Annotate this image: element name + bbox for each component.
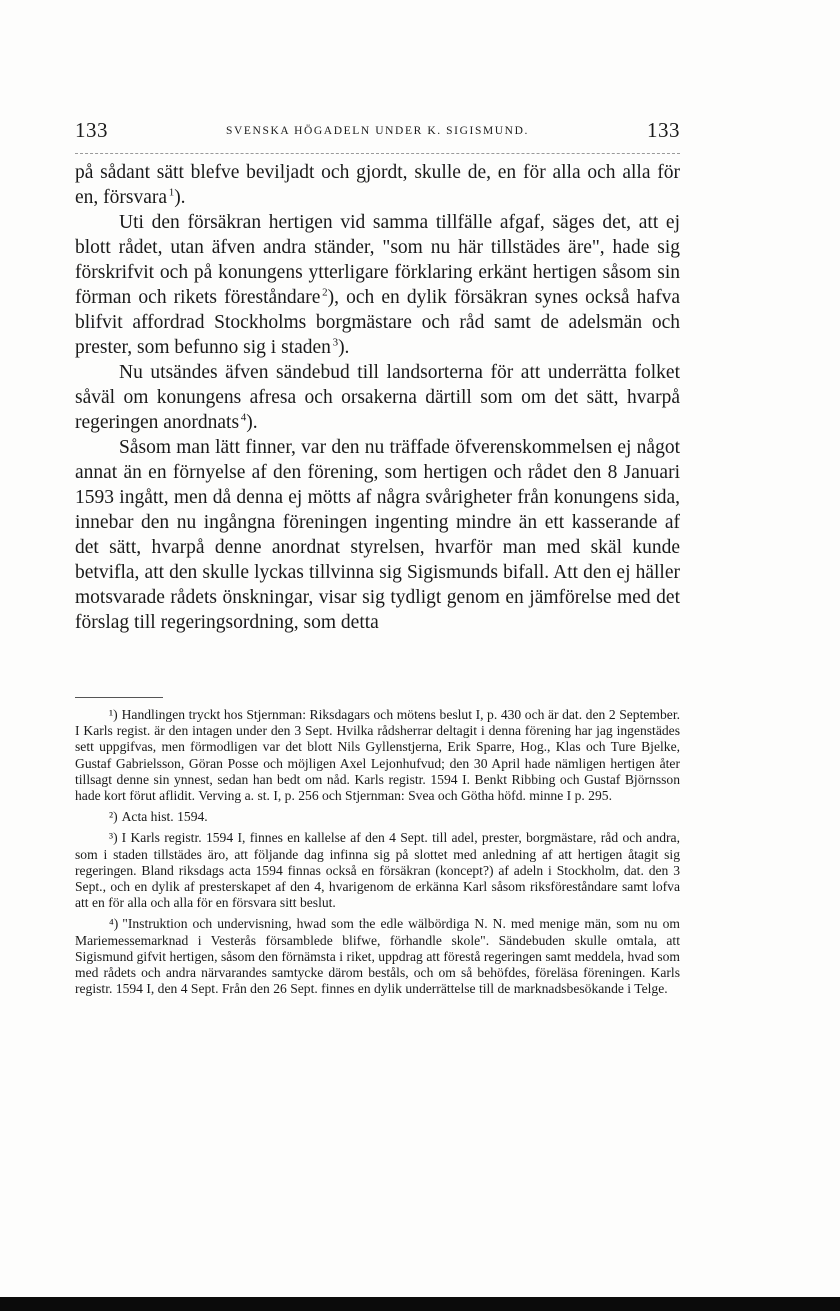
page-number-right: 133 (647, 118, 680, 142)
paragraph-2: Uti den försäkran hertigen vid samma tillfälle afgaf, säges det, att ej blott rådet, utan äfven andra ständer, "som nu här tillstädes äre", hade sig förskrifvit och på konungens ytterligare förklaring erkänt hertigen såsom sin förman och rikets föreståndare $^2$), och en dylik försäkran synes också hafva blifvit affordrad Stockholms borgmästare och råd samt de adelsmän och prester, som befunno sig i staden $^3$). (75, 212, 680, 358)
footnote-number: ⁴) (109, 916, 119, 932)
main-text (75, 160, 680, 635)
paragraph-1: på sådant sätt blefve beviljadt och gjordt, skulle de, en för alla och alla för en, försvara $^1$). (75, 162, 680, 208)
paragraph-3: Nu utsändes äfven sändebud till landsorterna för att underrätta folket såväl om konungens afresa och orsakerna därtill som om det sätt, hvarpå regeringen anordnats $^4$). (75, 362, 680, 433)
footnote-number: ³) (109, 830, 118, 846)
footnote-2 (75, 809, 680, 825)
header-rule (75, 153, 680, 154)
footnote-3 (75, 830, 680, 911)
footnote-1 (75, 707, 680, 804)
paragraph-4: Såsom man lätt finner, var den nu träffade öfverenskommelsen ej något annat än en förnyelse af den förening, som hertigen och rådet den 8 Januari 1593 ingått, men då denna ej mötts af några svårigheter från konungens sida, innebar den nu ingångna föreningen ingenting mindre än ett kasserande af det sätt, hvarpå denne anordnat styrelsen, hvarför man med skäl kunde betvifla, att den skulle lyckas tillvinna sig Sigismunds bifall. Att den ej häller motsvarade rådets önskningar, visar sig tydligt genom en jämförelse med det förslag till regeringsordning, som detta (75, 437, 680, 633)
running-title: SVENSKA HÖGADELN UNDER K. SIGISMUND. (226, 125, 529, 137)
page-number-left: 133 (75, 118, 108, 142)
footnote-text: Acta hist. 1594. (121, 809, 208, 825)
footnote-number: ²) (109, 809, 118, 825)
footnote-ref-3: 3 (332, 336, 339, 349)
footnote-text: Handlingen tryckt hos Stjernman: Riksdagars och mötens beslut I, p. 430 och är dat. den 2 September. I Karls regist. är den intagen under den 3 Sept. Hvilka rådsherrar deltagit i denna förening har jag ingenstädes sett uppgifvas, men förmodligen var det blott Nils Gyllenstjerna, Erik Sparre, Hog., Klas och Ture Bjelke, Gustaf Gabrielsson, Göran Posse och möjligen Axel Lejonhufvud; den 30 April hade nämligen hertigen åter tillsagt denne sin ynnest, sedan han bedt om nåd. Karls registr. 1594 I. Benkt Ribbing och Gustaf Björnsson hade kort förut aflidit. Verving a. st. I, p. 256 och Stjernman: Svea och Götha höfd. minne I p. 295. (75, 707, 680, 804)
scan-bottom-edge (0, 1297, 840, 1311)
footnote-text: I Karls registr. 1594 I, finnes en kallelse af den 4 Sept. till adel, prester, borgmästare, råd och andra, som i staden tillstädes äro, att följande dag infinna sig på slottet med anledning af att hertigen åtagit sig regeringen. Bland riksdags acta 1594 finnas också en försäkran (koncept?) af adeln i Stockholm, dat. den 3 Sept., och en dylik af presterskapet af den 4, hvarigenom de erkänna Karl såsom riksföreståndare samt lofva att en för alla och alla för en försvara sitt beslut. (75, 830, 680, 911)
footnote-text: "Instruktion och undervisning, hwad som the edle wälbördiga N. N. med menige män, som nu om Mariemessemarknad i Vesterås församblede blifwe, förhandle skole". Sändebuden skulle omtala, att Sigismund gifvit hertigen, såsom den förnämsta i riket, uppdrag att förestå regeringen samt meddela, hvad som med rådets och andra närvarandes samtycke därom beståls, och om så behöfdes, föreläsa föreningen. Karls registr. 1594 I, den 4 Sept. Från den 26 Sept. finnes en dylik underrättelse till de marknadsbesökande i Telge. (75, 916, 680, 997)
footnote-ref-2: 2 (322, 286, 328, 299)
footnote-number: ¹) (109, 707, 118, 722)
footnote-rule (75, 697, 163, 698)
footnote-ref-4: 4 (240, 411, 247, 424)
footnote-4 (75, 916, 680, 997)
footnote-ref-1: 1 (168, 186, 175, 199)
footnotes (75, 707, 680, 1002)
page-header (75, 118, 680, 150)
